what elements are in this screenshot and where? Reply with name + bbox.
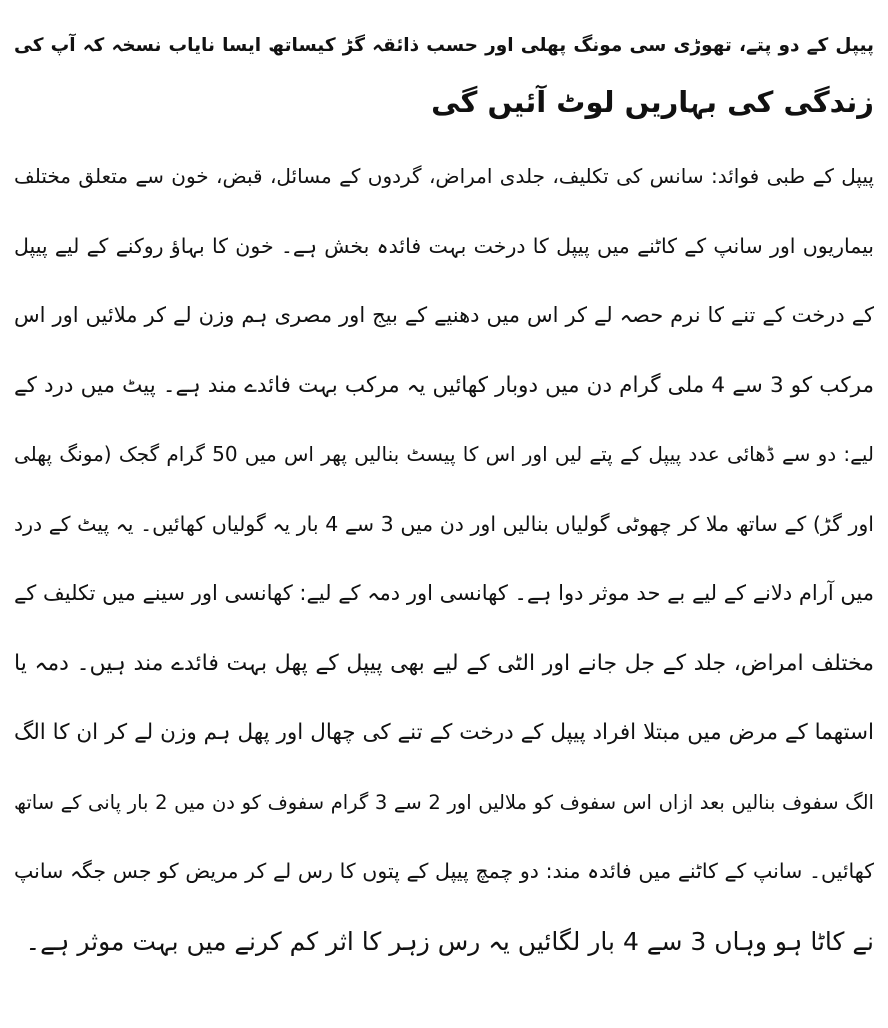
body-text-line: مرکب کو 3 سے 4 ملی گرام دن میں دوبار کھائیں یہ مرکب بہت فائدے مند ہے۔ پیٹ میں درد کے [14, 372, 874, 398]
article-page [0, 18, 888, 1028]
body-text-line: اور گڑ) کے ساتھ ملا کر چھوٹی گولیاں بنالیں اور دن میں 3 سے 4 بار یہ گولیاں کھائیں۔ یہ پیٹ کے درد [14, 511, 874, 536]
article-body [14, 142, 874, 976]
body-text-line: میں آرام دلانے کے لیے بے حد موثر دوا ہے۔ کھانسی اور دمہ کے لیے: کھانسی اور سینے میں تکلیف کے [14, 581, 874, 605]
body-text-line: کھائیں۔ سانپ کے کاٹنے میں فائدہ مند: دو چمچ پیپل کے پتوں کا رس لے کر مریض کو جس جگہ سانپ [14, 859, 874, 883]
title-line: پیپل کے دو پتے، تھوڑی سی مونگ پھلی اور حسب ذائقہ گڑ کیساتھ ایسا نایاب نسخہ کہ آپ کی [14, 35, 874, 56]
body-text-line: پیپل کے طبی فوائد: سانس کی تکلیف، جلدی امراض، گردوں کے مسائل، قبض، خون سے متعلق مختلف [14, 164, 874, 188]
body-text-line: لیے: دو سے ڈھائی عدد پیپل کے پتے لیں اور اس کا پیسٹ بنالیں پھر اس میں 50 گرام گجک (مونگ پھلی [14, 442, 874, 466]
article-title [14, 18, 874, 130]
body-text-line: الگ سفوف بنالیں بعد ازاں اس سفوف کو ملالیں اور 2 سے 3 گرام سفوف کو دن میں 2 بار پانی کے ساتھ [14, 790, 874, 814]
body-text-line: مختلف امراض، جلد کے جل جانے اور الٹی کے لیے بھی پیپل کے پھل بہت فائدے مند ہیں۔ دمہ یا [14, 650, 874, 676]
body-text-line: بیماریوں اور سانپ کے کاٹنے میں پیپل کا درخت بہت فائدہ بخش ہے۔ خون کا بہاؤ روکنے کے لیے پیپل [14, 233, 874, 258]
body-text-line: استھما کے مرض میں مبتلا افراد پیپل کے درخت کے تنے کی چھال اور پھل ہم وزن لے کر ان کا الگ [14, 720, 874, 745]
title-line: زندگی کی بہاریں لوٹ آئیں گی [431, 85, 874, 119]
body-text-line: کے درخت کے تنے کا نرم حصہ لے کر اس میں دھنیے کے بیج اور مصری ہم وزن لے کر ملائیں اور اس [14, 303, 874, 327]
body-text-line: نے کاٹا ہو وہاں 3 سے 4 بار لگائیں یہ رس زہر کا اثر کم کرنے میں بہت موثر ہے۔ [25, 926, 874, 956]
